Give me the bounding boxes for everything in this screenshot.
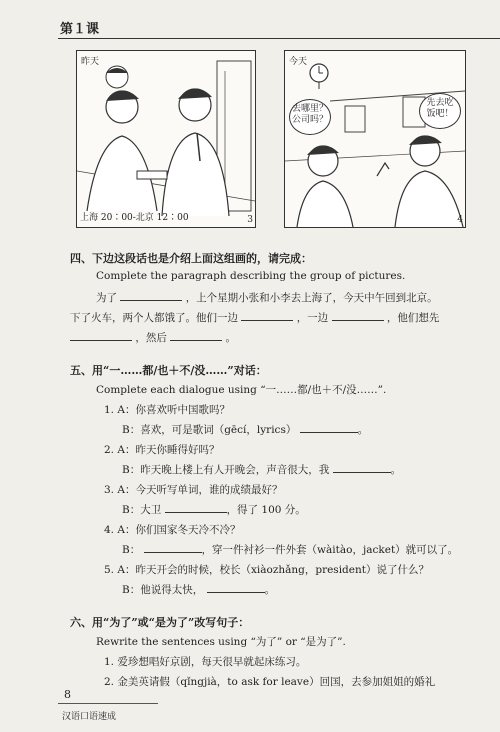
dialogue-5-a [104,562,470,577]
fill-blank[interactable] [120,290,182,301]
dialogue-1-a [104,402,470,417]
dialogue-1-b [122,422,470,437]
dialogue-line-a: A：你喜欢听中国歌吗？ [117,404,230,416]
text-segment: ，一边 [296,312,329,324]
item-number: 1. [104,656,115,668]
fill-blank[interactable] [207,582,265,593]
section5-heading: 五、用“一……都/也＋不/没……”对话： [70,364,267,377]
text-segment: 。 [390,464,402,476]
text-segment: 。 [225,332,237,344]
station-scene-drawing [285,51,465,227]
rewrite-sentence: 金美英请假（qǐngjià，to ask for leave）回国，去参加姐姐的婚礼 [117,676,436,688]
text-segment: ，穿一件衬衫一件外套（wàitào，jacket）就可以了。 [201,544,459,556]
dialogue-line-b: B：喜欢，可是歌词（gēcí，lyrics） [122,424,297,436]
fill-blank[interactable] [300,422,358,433]
illustration-yesterday [76,50,256,228]
section4-line-1 [96,290,470,305]
item-number: 3. [104,484,115,496]
item-number: 1. [104,404,115,416]
dialogue-line-a: A：昨天开会的时候，校长（xiàozhǎng，president）说了什么？ [117,564,429,576]
dialogue-line-b: B：他说得太快， [122,584,204,596]
train-scene-drawing [77,51,255,227]
fill-blank[interactable] [165,502,227,513]
panel-caption-train-time: 上海 20∶00-北京 12∶00 [80,213,189,223]
rewrite-sentence: 爱珍想唱好京剧，每天很早就起床练习。 [117,656,307,668]
book-title: 汉语口语速成 [62,712,117,722]
footer-divider [58,703,158,704]
dialogue-2-a [104,442,470,457]
fill-blank[interactable] [241,310,293,321]
panel-number: 3 [247,215,253,225]
text-segment: 下了火车，两个人都饿了。他们一边 [70,312,238,324]
text-segment: ，得了 100 分。 [226,504,306,516]
dialogue-line-a: A：昨天你睡得好吗？ [117,444,220,456]
item-number: 2. [104,676,115,688]
dialogue-4-a [104,522,470,537]
dialogue-line-b: B：昨天晚上楼上有人开晚会，声音很大，我 [122,464,330,476]
bubble-line: 先去吃 [426,98,454,108]
dialogue-4-b [122,542,470,557]
bubble-line: 去哪里？ [291,104,328,114]
section4-line-3 [70,330,470,345]
item-number: 2. [104,444,115,456]
fill-blank[interactable] [332,310,384,321]
dialogue-line-b: B：大卫 [122,504,162,516]
text-segment: 。 [357,424,369,436]
illustration-today [284,50,466,228]
panel-tag-yesterday: 昨天 [81,57,100,67]
text-segment: 。 [264,584,276,596]
section4-instruction: Complete the paragraph describing the group of pictures. [96,270,406,282]
fill-blank[interactable] [170,330,222,341]
rewrite-item-2 [104,674,470,689]
speech-bubble-left [289,99,331,135]
dialogue-3-a [104,482,470,497]
dialogue-3-b [122,502,470,517]
page-number: 8 [64,688,71,701]
dialogue-line-b: B： [122,544,141,556]
speech-bubble-right [419,93,461,129]
dialogue-2-b [122,462,470,477]
lesson-title: 第１课 [60,22,100,37]
section6-heading: 六、用“为了”或“是为了”改写句子： [70,616,250,629]
bubble-line: 饭吧！ [426,109,454,119]
bubble-line: 公司吗？ [291,115,328,125]
section4-heading: 四、下边这段话也是介绍上面这组画的，请完成： [70,252,312,265]
text-segment: ，上个星期小张和小李去上海了，今天中午回到北京。 [185,292,438,304]
fill-blank[interactable] [333,462,391,473]
item-number: 4. [104,524,115,536]
fill-blank[interactable] [70,330,132,341]
text-segment: 为了 [96,292,117,304]
page-header [58,14,500,39]
panel-number: 4 [457,215,463,225]
item-number: 5. [104,564,115,576]
section5-instruction: Complete each dialogue using “一……都/也＋不/没……”. [96,384,387,396]
dialogue-5-b [122,582,470,597]
text-segment: ，然后 [135,332,167,344]
dialogue-line-a: A：今天听写单词，谁的成绩最好？ [117,484,283,496]
panel-tag-today: 今天 [289,57,308,67]
dialogue-line-a: A：你们国家冬天冷不冷？ [117,524,241,536]
text-segment: ，他们想先 [386,312,440,324]
rewrite-item-1 [104,654,470,669]
fill-blank[interactable] [144,542,202,553]
section4-line-2 [70,310,470,325]
section6-instruction: Rewrite the sentences using “为了” or “是为了”. [96,636,346,648]
